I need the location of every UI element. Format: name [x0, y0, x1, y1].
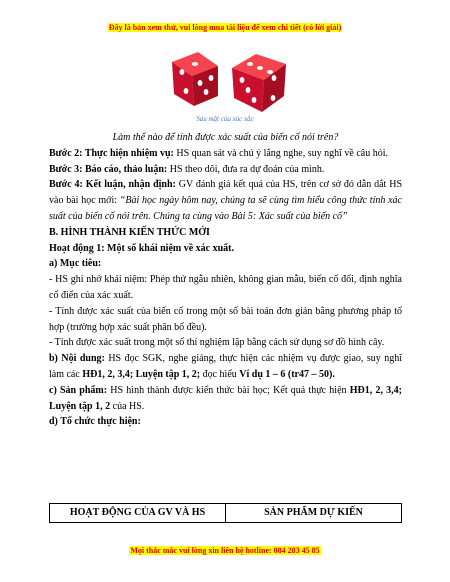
content-paragraph: b) Nội dung: HS đọc SGK, nghe giảng, thực hiện các nhiệm vụ được giao, suy nghĩ làm các HĐ1, 2, 3,4; Luyện tập 1, 2; đọc hiểu Ví dụ 1 – 6 (tr47 – 50). [49, 353, 402, 380]
question-text: Làm thế nào để tính được xác suất của biến cố nói trên? [112, 132, 339, 143]
activity-table-header [49, 503, 402, 523]
objective-item: - Tính được xác suất trong một số thí nghiệm lặp bằng cách sử dụng sơ đồ hình cây. [49, 337, 385, 349]
step-2: Bước 2: Thực hiện nhiệm vụ: HS quan sát và chú ý lắng nghe, suy nghĩ về câu hỏi. [49, 147, 389, 159]
table-header-activity: HOẠT ĐỘNG CỦA GV VÀ HS [50, 504, 226, 522]
step-3: Bước 3: Báo cáo, thảo luận: HS theo dõi, đưa ra dự đoán của mình. [49, 163, 325, 175]
activity-title: Hoạt động 1: Một số khái niệm về xác xuất. [49, 242, 234, 254]
organization-title: d) Tổ chức thực hiện: [49, 416, 141, 428]
hotline-banner: Mọi thắc mắc vui lòng xin liên hệ hotline: 084 283 45 85 [130, 546, 320, 555]
objective-item: - HS ghi nhớ khái niệm: Phép thử ngẫu nhiên, không gian mẫu, biến cố đối, định nghĩa cổ điển của xác xuất. [49, 274, 402, 301]
objectives-title: a) Mục tiêu: [49, 258, 102, 270]
product-paragraph: c) Sản phẩm: HS hình thành được kiến thức bài học; Kết quả thực hiện HĐ1, 2, 3,4; Luyện tập 1, 2 của HS. [49, 384, 402, 412]
dice-image [160, 48, 300, 118]
die-left [172, 52, 218, 106]
preview-banner: Đây là bản xem thử, vui lòng mua tài liệu để xem chi tiết (có lời giải) [108, 23, 342, 32]
image-caption: Sáu mặt của xúc xắc [196, 115, 254, 123]
document-body [49, 130, 402, 430]
die-right [232, 54, 286, 112]
step-4: Bước 4: Kết luận, nhận định: GV đánh giá kết quả của HS, trên cơ sở đó dẫn dắt HS vào bài học mới: “Bài học ngày hôm nay, chúng ta sẽ cùng tìm hiểu công thức tính xác suất của biến cố nói trên. Chúng ta cùng vào Bài 5: Xác suất của biến cố” [49, 179, 403, 222]
section-title: B. HÌNH THÀNH KIẾN THỨC MỚI [49, 226, 210, 238]
objective-item: - Tính được xác suất của biến cố trong một số bài toán đơn giản bằng phương pháp tổ hợp (trường hợp xác suất phân bố đều). [49, 305, 402, 333]
table-header-product: SẢN PHẨM DỰ KIẾN [264, 507, 363, 518]
